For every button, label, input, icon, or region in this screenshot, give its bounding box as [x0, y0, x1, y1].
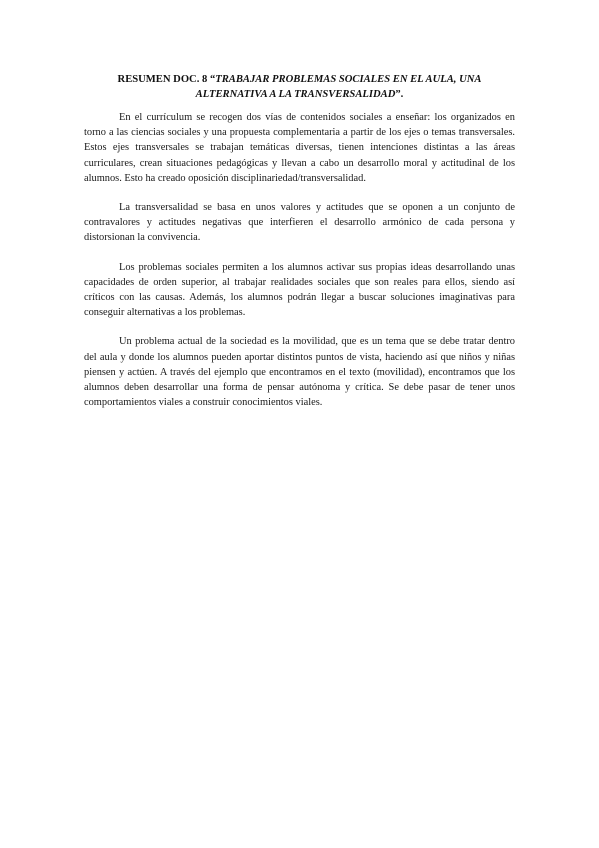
- document-title: [84, 72, 515, 102]
- title-prefix: RESUMEN DOC. 8 “: [117, 74, 216, 85]
- paragraph-1: En el currículum se recogen dos vías de contenidos sociales a enseñar: los organizados en torno a las ciencias sociales y una propuesta complementaria a partir de los ejes o temas transversales. Estos ejes transversales se trabajan temáticas diversas, tienen intenciones distintas a las áreas curriculares, crean situaciones pedagógicas y llevan a cabo un desarrollo moral y actitudinal de los alumnos. Esto ha creado oposición disciplinariedad/transversalidad.: [84, 112, 515, 184]
- title-italic: TRABAJAR PROBLEMAS SOCIALES EN EL AULA, UNA ALTERNATIVA A LA TRANSVERSALIDAD: [195, 74, 482, 100]
- paragraph-3: Los problemas sociales permiten a los alumnos activar sus propias ideas desarrollando unas capacidades de orden superior, al trabajar realidades sociales que son reales para ellos, siendo así críticos con las causas. Además, los alumnos podrán llegar a buscar soluciones imaginativas para conseguir alternativas a los problemas.: [84, 261, 515, 319]
- paragraph-2: La transversalidad se basa en unos valores y actitudes que se oponen a un conjunto de contravalores y actitudes negativas que interfieren el desarrollo armónico de cada persona y distorsionan la convivencia.: [84, 202, 515, 244]
- title-suffix: ”.: [395, 89, 404, 100]
- paragraph-4: Un problema actual de la sociedad es la movilidad, que es un tema que se debe tratar dentro del aula y donde los alumnos pueden aportar distintos puntos de vista, haciendo así que niños y niñas piensen y actúen. A través del ejemplo que encontramos en el texto (movilidad), encontramos que los alumnos deben desarrollar una forma de pensar autónoma y crítica. Se debe pasar de tener unos comportamientos viales a construir conocimientos viales.: [84, 336, 515, 409]
- document-body: [84, 110, 515, 424]
